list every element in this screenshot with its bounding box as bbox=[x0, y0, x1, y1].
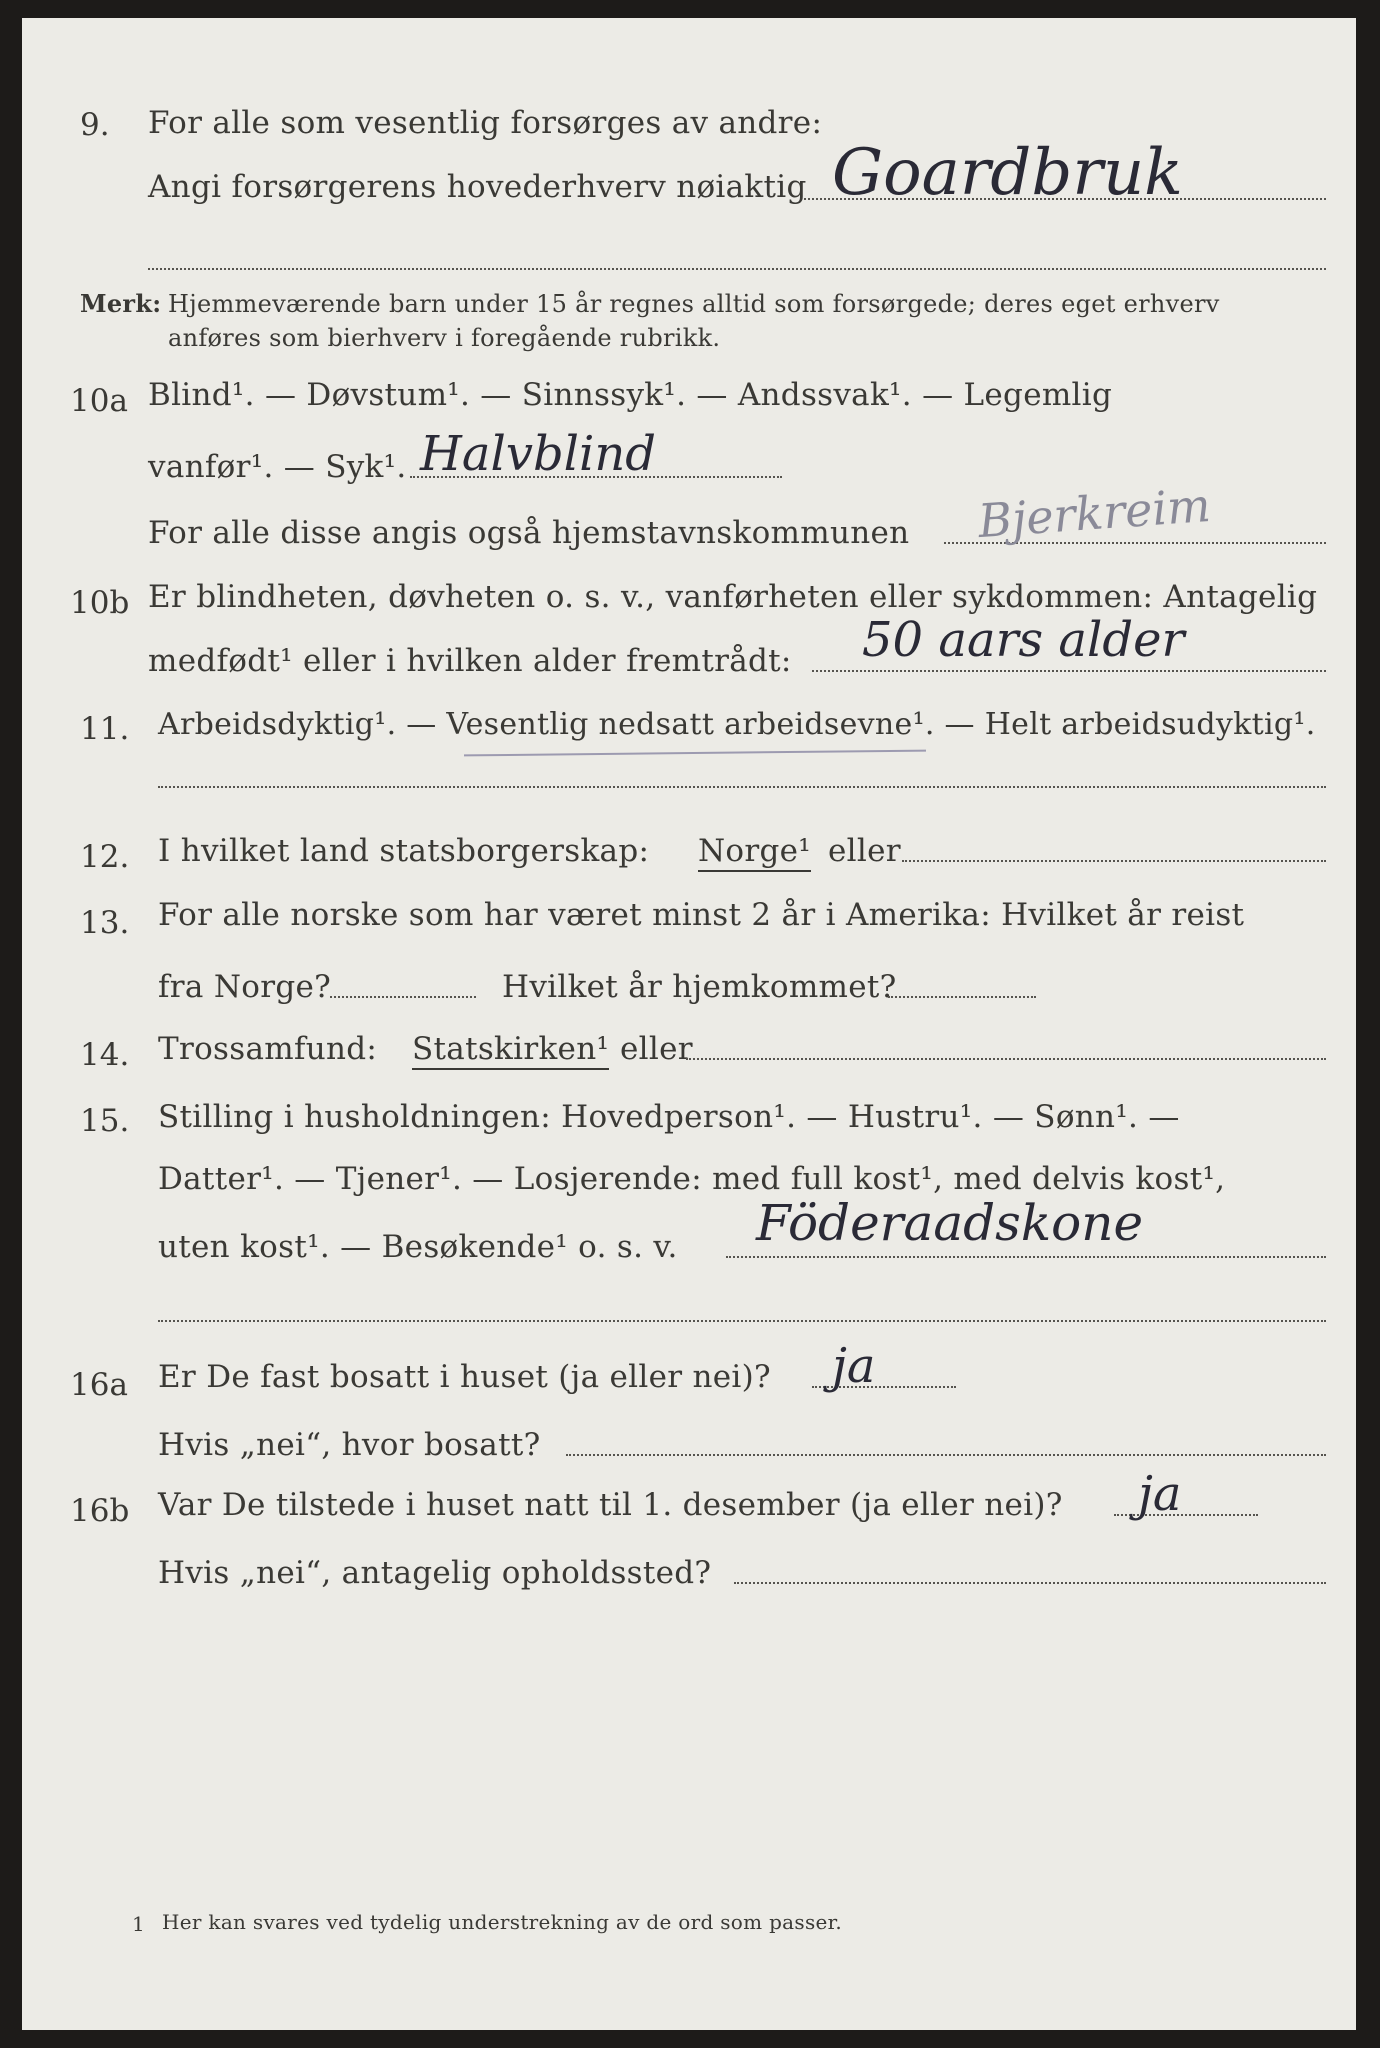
q15-line1: Stilling i husholdningen: Hovedperson¹. — Hustru¹. — Sønn¹. — bbox=[158, 1099, 1180, 1135]
q13-number: 13. bbox=[80, 905, 130, 941]
q16b-answer-line bbox=[1114, 1514, 1258, 1516]
q14-underlined-choice: Statskirken¹ bbox=[412, 1030, 609, 1070]
census-form-page bbox=[22, 18, 1356, 2030]
merk-line2: anføres som bierhverv i foregående rubrikk. bbox=[168, 324, 721, 352]
q10b-line2: medfødt¹ eller i hvilken alder fremtrådt: bbox=[148, 643, 792, 679]
q10b-line1: Er blindheten, døvheten o. s. v., vanførheten eller sykdommen: Antagelig bbox=[148, 579, 1318, 615]
q16a-handwritten-answer: ja bbox=[832, 1338, 876, 1394]
q10b-handwritten-answer: 50 aars alder bbox=[862, 612, 1185, 668]
q14-after: eller bbox=[620, 1031, 693, 1067]
merk-label: Merk: bbox=[80, 289, 162, 318]
q13-return-line bbox=[888, 996, 1036, 998]
q16a-residence-line bbox=[566, 1454, 1326, 1456]
q13-departure-line bbox=[330, 996, 476, 998]
q10a-handwritten-answer: Halvblind bbox=[420, 426, 657, 482]
q11-extra-line bbox=[158, 786, 1326, 788]
q9-line1: For alle som vesentlig forsørges av andre: bbox=[148, 105, 823, 141]
q14-answer-line bbox=[686, 1058, 1326, 1060]
q9-handwritten-answer: Goardbruk bbox=[832, 136, 1183, 210]
q14-text: Trossamfund: bbox=[158, 1031, 378, 1067]
q12-after: eller bbox=[828, 833, 901, 869]
q10a-line2: vanfør¹. — Syk¹. bbox=[148, 449, 407, 485]
q10a-line1: Blind¹. — Døvstum¹. — Sinnssyk¹. — Andssvak¹. — Legemlig bbox=[148, 377, 1113, 413]
q13-line2a: fra Norge? bbox=[158, 969, 332, 1005]
q16b-number: 16b bbox=[70, 1493, 130, 1529]
q9-line2: Angi forsørgerens hovederhverv nøiaktig bbox=[148, 169, 807, 205]
q10a-number: 10a bbox=[70, 383, 128, 419]
q15-extra-line bbox=[158, 1320, 1326, 1322]
q9-number: 9. bbox=[80, 107, 110, 143]
q10b-number: 10b bbox=[70, 585, 130, 621]
q12-number: 12. bbox=[80, 839, 130, 875]
q15-answer-line bbox=[726, 1256, 1326, 1258]
q16b-line1: Var De tilstede i huset natt til 1. desember (ja eller nei)? bbox=[158, 1487, 1063, 1523]
merk-line1: Hjemmeværende barn under 15 år regnes alltid som forsørgede; deres eget erhverv bbox=[168, 290, 1220, 318]
q16a-line1: Er De fast bosatt i huset (ja eller nei)? bbox=[158, 1359, 771, 1395]
footnote-text: Her kan svares ved tydelig understrekning av de ord som passer. bbox=[162, 1910, 842, 1934]
q16a-number: 16a bbox=[70, 1367, 128, 1403]
q11-pencil-underline bbox=[464, 750, 926, 757]
q10b-answer-line bbox=[812, 670, 1326, 672]
q16b-line2: Hvis „nei“, antagelig opholdssted? bbox=[158, 1555, 712, 1591]
q15-handwritten-answer: Föderaadskone bbox=[756, 1194, 1144, 1252]
q11-line1: Arbeidsdyktig¹. — Vesentlig nedsatt arbeidsevne¹. — Helt arbeidsudyktig¹. bbox=[158, 707, 1316, 742]
footnote-mark: 1 bbox=[132, 1912, 146, 1936]
q14-number: 14. bbox=[80, 1037, 130, 1073]
q10a-line3: For alle disse angis også hjemstavnskommunen bbox=[148, 515, 910, 551]
q13-line2b: Hvilket år hjemkommet? bbox=[502, 969, 897, 1005]
q11-number: 11. bbox=[80, 711, 130, 747]
q16b-whereabouts-line bbox=[734, 1582, 1326, 1584]
q9-extra-line bbox=[148, 268, 1326, 270]
q10a-handwritten-hometown: Bjerkreim bbox=[976, 477, 1213, 549]
q12-underlined-choice: Norge¹ bbox=[698, 832, 811, 872]
q12-text: I hvilket land statsborgerskap: bbox=[158, 833, 650, 869]
q16b-handwritten-answer: ja bbox=[1138, 1466, 1182, 1522]
q15-line2: Datter¹. — Tjener¹. — Losjerende: med full kost¹, med delvis kost¹, bbox=[158, 1161, 1226, 1197]
q12-answer-line bbox=[902, 860, 1326, 862]
q15-number: 15. bbox=[80, 1103, 130, 1139]
q16a-line2: Hvis „nei“, hvor bosatt? bbox=[158, 1427, 541, 1463]
q13-line1: For alle norske som har været minst 2 år i Amerika: Hvilket år reist bbox=[158, 897, 1245, 933]
q15-line3: uten kost¹. — Besøkende¹ o. s. v. bbox=[158, 1229, 678, 1265]
